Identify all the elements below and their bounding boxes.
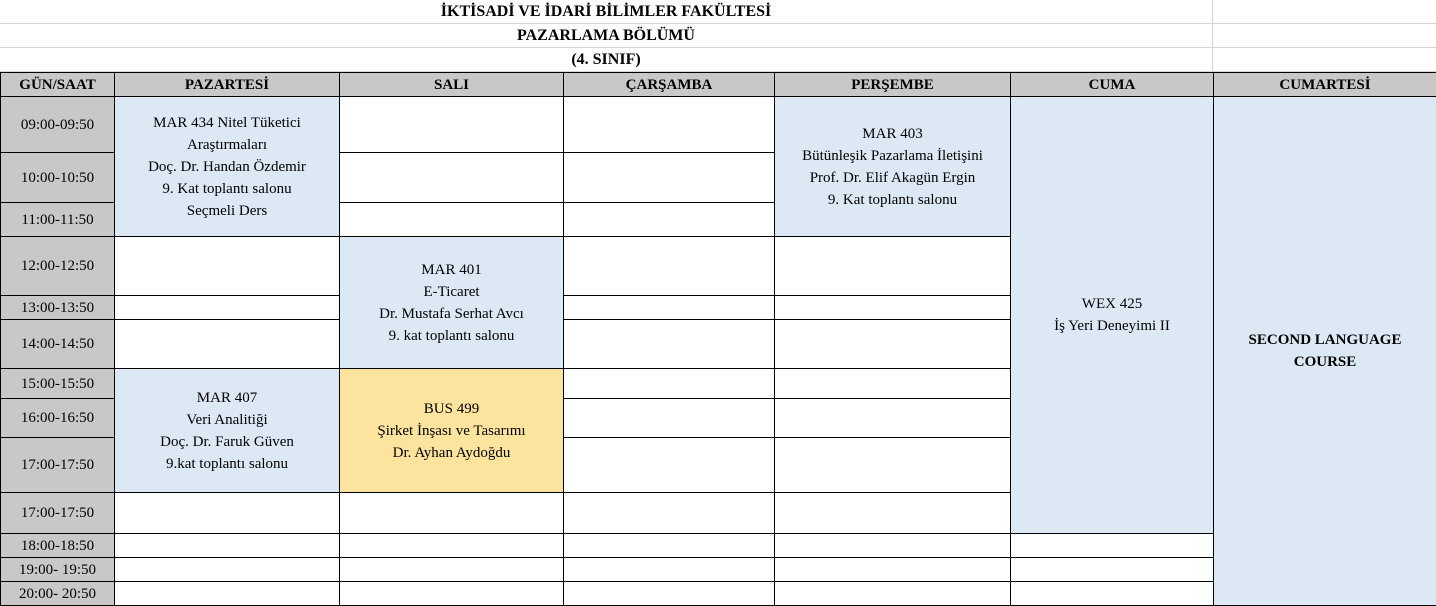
empty-cell	[115, 237, 340, 296]
title-row-department	[0, 24, 1436, 48]
empty-cell	[115, 296, 340, 320]
empty-cell	[340, 534, 564, 558]
empty-cell	[564, 534, 775, 558]
empty-cell	[1213, 48, 1436, 72]
course-second-language	[1214, 97, 1436, 606]
empty-cell	[564, 97, 775, 153]
empty-cell	[775, 493, 1011, 534]
empty-cell	[564, 153, 775, 203]
course-line: MAR 401	[421, 261, 482, 278]
time-slot: 14:00-14:50	[1, 320, 115, 369]
empty-cell	[1011, 558, 1214, 582]
empty-cell	[1011, 582, 1214, 606]
empty-cell	[340, 558, 564, 582]
course-line: MAR 434 Nitel Tüketici	[153, 114, 301, 131]
empty-cell	[564, 438, 775, 493]
col-header-tuesday: SALI	[340, 73, 564, 97]
course-bus499	[340, 369, 564, 493]
col-header-thursday: PERŞEMBE	[775, 73, 1011, 97]
empty-cell	[1213, 24, 1436, 48]
empty-cell	[564, 369, 775, 399]
empty-cell	[775, 399, 1011, 438]
time-slot: 12:00-12:50	[1, 237, 115, 296]
course-wex425	[1011, 97, 1214, 534]
col-header-saturday: CUMARTESİ	[1214, 73, 1436, 97]
empty-cell	[775, 369, 1011, 399]
course-line: Dr. Mustafa Serhat Avcı	[379, 305, 524, 322]
course-line: Doç. Dr. Faruk Güven	[160, 433, 294, 450]
course-line: BUS 499	[423, 400, 480, 417]
empty-cell	[115, 320, 340, 369]
course-line: MAR 403	[862, 125, 923, 142]
time-slot: 10:00-10:50	[1, 153, 115, 203]
col-header-time: GÜN/SAAT	[1, 73, 115, 97]
time-slot: 16:00-16:50	[1, 399, 115, 438]
course-line: Prof. Dr. Elif Akagün Ergin	[809, 169, 976, 186]
course-line: WEX 425	[1081, 296, 1143, 312]
time-slot: 13:00-13:50	[1, 296, 115, 320]
empty-cell	[340, 493, 564, 534]
empty-cell	[340, 203, 564, 237]
time-slot: 17:00-17:50	[1, 438, 115, 493]
header-row	[1, 73, 1436, 97]
time-slot: 20:00- 20:50	[1, 582, 115, 606]
course-mar401	[340, 237, 564, 369]
course-line: 9. kat toplantı salonu	[388, 327, 515, 344]
course-line: Dr. Ayhan Aydoğdu	[392, 444, 511, 461]
empty-cell	[564, 296, 775, 320]
course-line: COURSE	[1293, 354, 1357, 370]
course-line: SECOND LANGUAGE	[1248, 332, 1402, 348]
empty-cell	[115, 582, 340, 606]
empty-cell	[775, 438, 1011, 493]
course-mar403	[775, 97, 1011, 237]
empty-cell	[340, 582, 564, 606]
empty-cell	[564, 493, 775, 534]
year-title: (4. SINIF)	[0, 48, 1213, 72]
faculty-title: İKTİSADİ VE İDARİ BİLİMLER FAKÜLTESİ	[0, 0, 1213, 24]
empty-cell	[1213, 0, 1436, 24]
empty-cell	[115, 534, 340, 558]
empty-cell	[564, 203, 775, 237]
title-row-faculty	[0, 0, 1436, 24]
course-line: Doç. Dr. Handan Özdemir	[148, 158, 306, 175]
empty-cell	[775, 296, 1011, 320]
col-header-friday: CUMA	[1011, 73, 1214, 97]
title-row-year	[0, 48, 1436, 72]
course-line: 9. Kat toplantı salonu	[827, 191, 958, 208]
time-slot: 09:00-09:50	[1, 97, 115, 153]
time-slot: 17:00-17:50	[1, 493, 115, 534]
course-line: E-Ticaret	[423, 283, 480, 300]
time-slot: 19:00- 19:50	[1, 558, 115, 582]
empty-cell	[564, 237, 775, 296]
empty-cell	[564, 399, 775, 438]
col-header-wednesday: ÇARŞAMBA	[564, 73, 775, 97]
empty-cell	[775, 320, 1011, 369]
time-slot: 11:00-11:50	[1, 203, 115, 237]
empty-cell	[775, 558, 1011, 582]
empty-cell	[775, 582, 1011, 606]
course-line: 9. Kat toplantı salonu	[162, 180, 292, 197]
time-slot: 15:00-15:50	[1, 369, 115, 399]
course-line: 9.kat toplantı salonu	[165, 455, 289, 472]
time-slot: 18:00-18:50	[1, 534, 115, 558]
schedule-table	[0, 72, 1436, 606]
empty-cell	[340, 153, 564, 203]
course-line: İş Yeri Deneyimi II	[1054, 318, 1170, 334]
empty-cell	[564, 320, 775, 369]
course-line: Araştırmaları	[187, 136, 267, 153]
course-line: Veri Analitiği	[186, 411, 268, 428]
course-line: Bütünleşik Pazarlama İletişini	[802, 147, 983, 164]
empty-cell	[115, 558, 340, 582]
empty-cell	[564, 558, 775, 582]
table-row	[1, 97, 1436, 153]
course-line: Şirket İnşası ve Tasarımı	[377, 422, 526, 439]
empty-cell	[340, 97, 564, 153]
course-mar434	[115, 97, 340, 237]
empty-cell	[775, 237, 1011, 296]
empty-cell	[115, 493, 340, 534]
empty-cell	[1011, 534, 1214, 558]
department-title: PAZARLAMA BÖLÜMÜ	[0, 24, 1213, 48]
empty-cell	[775, 534, 1011, 558]
col-header-monday: PAZARTESİ	[115, 73, 340, 97]
course-line: MAR 407	[196, 389, 258, 406]
course-mar407	[115, 369, 340, 493]
empty-cell	[564, 582, 775, 606]
course-line: Seçmeli Ders	[186, 202, 268, 219]
